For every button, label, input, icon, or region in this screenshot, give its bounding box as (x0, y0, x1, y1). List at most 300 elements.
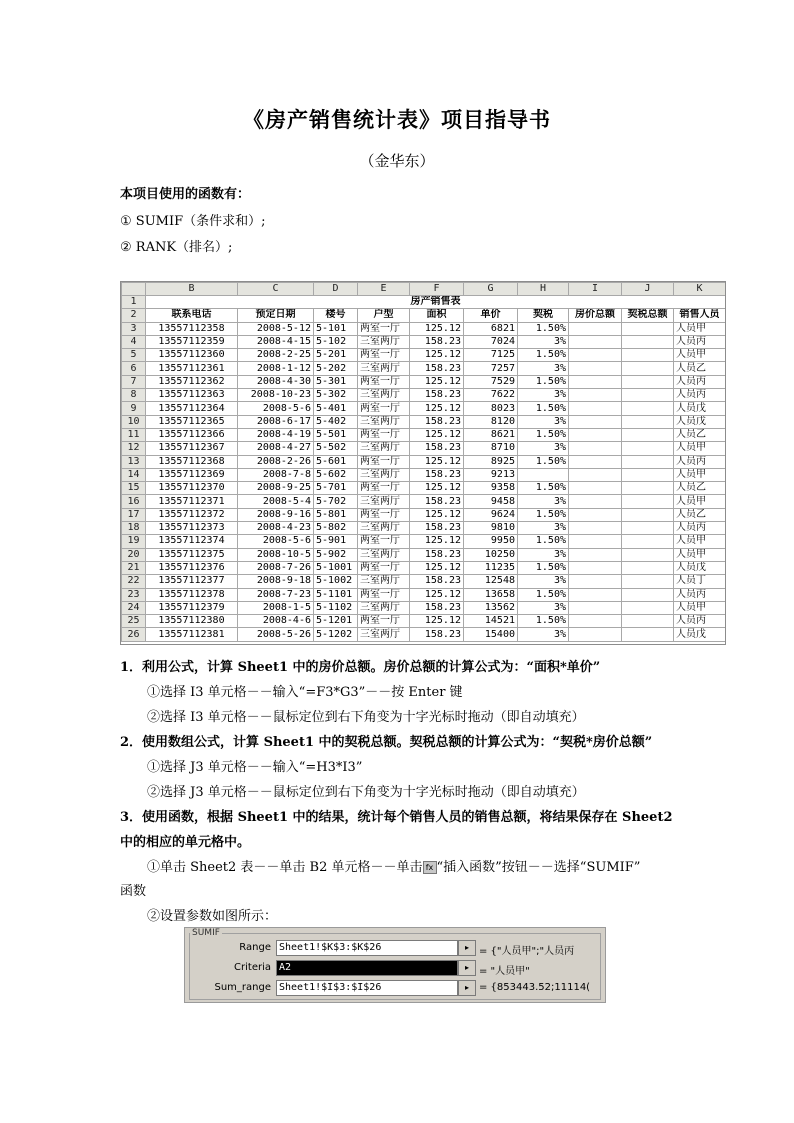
table-row (122, 588, 726, 601)
total-tax-cell (622, 362, 674, 375)
sheet-title: 房产销售表 (146, 296, 726, 309)
header-cell: 面积 (410, 309, 464, 322)
price-cell: 8120 (464, 415, 518, 428)
type-cell: 三室两厅 (358, 601, 410, 614)
price-cell: 8710 (464, 442, 518, 455)
date-cell: 2008-7-23 (238, 588, 314, 601)
row-number: 8 (122, 389, 146, 402)
criteria-label: Criteria (234, 962, 271, 973)
tax-cell: 1.50% (518, 482, 569, 495)
total-tax-cell (622, 442, 674, 455)
person-cell: 人员戊 (674, 561, 726, 574)
area-cell: 158.23 (410, 522, 464, 535)
type-cell: 三室两厅 (358, 628, 410, 641)
total-tax-cell (622, 615, 674, 628)
phone-cell: 13557112371 (146, 495, 238, 508)
building-cell: 5-201 (314, 349, 358, 362)
person-cell: 人员丙 (674, 615, 726, 628)
row-number: 2 (122, 309, 146, 322)
building-cell: 5-901 (314, 535, 358, 548)
person-cell: 人员戊 (674, 415, 726, 428)
date-cell: 2008-4-6 (238, 615, 314, 628)
price-cell: 9950 (464, 535, 518, 548)
date-cell: 2008-4-15 (238, 335, 314, 348)
date-cell: 2008-9-25 (238, 482, 314, 495)
table-row (122, 495, 726, 508)
building-cell: 5-1201 (314, 615, 358, 628)
building-cell: 5-1202 (314, 628, 358, 641)
total-price-cell (569, 588, 622, 601)
phone-cell: 13557112374 (146, 535, 238, 548)
header-cell: 房价总额 (569, 309, 622, 322)
range-label: Range (239, 942, 271, 953)
building-cell: 5-302 (314, 389, 358, 402)
total-price-cell (569, 575, 622, 588)
table-row (122, 335, 726, 348)
area-cell: 158.23 (410, 362, 464, 375)
building-cell: 5-1102 (314, 601, 358, 614)
date-cell: 2008-5-26 (238, 628, 314, 641)
type-cell: 三室两厅 (358, 495, 410, 508)
total-tax-cell (622, 335, 674, 348)
row-number: 3 (122, 322, 146, 335)
table-row (122, 508, 726, 521)
building-cell: 5-701 (314, 482, 358, 495)
row-number: 22 (122, 575, 146, 588)
tax-cell: 3% (518, 522, 569, 535)
tax-cell: 3% (518, 362, 569, 375)
type-cell: 三室两厅 (358, 389, 410, 402)
column-header: E (358, 283, 410, 296)
sales-table (121, 282, 726, 642)
total-tax-cell (622, 415, 674, 428)
phone-cell: 13557112362 (146, 375, 238, 388)
building-cell: 5-1001 (314, 561, 358, 574)
building-cell: 5-802 (314, 522, 358, 535)
tax-cell: 1.50% (518, 375, 569, 388)
header-cell: 户型 (358, 309, 410, 322)
tax-cell: 3% (518, 575, 569, 588)
row-number: 25 (122, 615, 146, 628)
row-number: 12 (122, 442, 146, 455)
row-number: 14 (122, 468, 146, 481)
date-cell: 2008-10-23 (238, 389, 314, 402)
person-cell: 人员甲 (674, 601, 726, 614)
phone-cell: 13557112370 (146, 482, 238, 495)
type-cell: 两室一厅 (358, 322, 410, 335)
building-cell: 5-1101 (314, 588, 358, 601)
tax-cell: 3% (518, 389, 569, 402)
type-cell: 两室一厅 (358, 402, 410, 415)
tax-cell: 1.50% (518, 588, 569, 601)
column-header (122, 283, 146, 296)
step-1b: ②选择 I3 单元格－－鼠标定位到右下角变为十字光标时拖动（即自动填充） (147, 710, 585, 725)
range-input[interactable]: Sheet1!$K$3:$K$26 (276, 940, 458, 956)
row-number: 6 (122, 362, 146, 375)
total-tax-cell (622, 522, 674, 535)
phone-cell: 13557112368 (146, 455, 238, 468)
date-cell: 2008-4-30 (238, 375, 314, 388)
type-cell: 两室一厅 (358, 535, 410, 548)
total-price-cell (569, 482, 622, 495)
building-cell: 5-402 (314, 415, 358, 428)
table-row (122, 442, 726, 455)
type-cell: 三室两厅 (358, 442, 410, 455)
total-tax-cell (622, 495, 674, 508)
date-cell: 2008-2-25 (238, 349, 314, 362)
row-number: 20 (122, 548, 146, 561)
insert-function-icon: fx (423, 861, 437, 874)
total-price-cell (569, 535, 622, 548)
sum-range-input[interactable]: Sheet1!$I$3:$I$26 (276, 980, 458, 996)
area-cell: 125.12 (410, 615, 464, 628)
tax-cell: 3% (518, 495, 569, 508)
total-price-cell (569, 389, 622, 402)
row-number: 19 (122, 535, 146, 548)
area-cell: 125.12 (410, 375, 464, 388)
step-3-cont: 中的相应的单元格中。 (120, 835, 251, 850)
building-cell: 5-401 (314, 402, 358, 415)
total-price-cell (569, 428, 622, 441)
phone-cell: 13557112379 (146, 601, 238, 614)
table-row (122, 389, 726, 402)
building-cell: 5-102 (314, 335, 358, 348)
total-tax-cell (622, 375, 674, 388)
person-cell: 人员丙 (674, 335, 726, 348)
table-row (122, 428, 726, 441)
sum-range-result: = {853443.52;11114( (479, 982, 591, 993)
date-cell: 2008-4-23 (238, 522, 314, 535)
total-price-cell (569, 508, 622, 521)
spreadsheet (120, 281, 726, 645)
price-cell: 13562 (464, 601, 518, 614)
type-cell: 三室两厅 (358, 548, 410, 561)
phone-cell: 13557112367 (146, 442, 238, 455)
row-number: 4 (122, 335, 146, 348)
row-number: 23 (122, 588, 146, 601)
table-row (122, 322, 726, 335)
price-cell: 8621 (464, 428, 518, 441)
phone-cell: 13557112369 (146, 468, 238, 481)
total-price-cell (569, 601, 622, 614)
header-cell: 联系电话 (146, 309, 238, 322)
building-cell: 5-602 (314, 468, 358, 481)
header-cell: 单价 (464, 309, 518, 322)
range-result: = {"人员甲";"人员丙 (479, 946, 575, 957)
column-header: I (569, 283, 622, 296)
phone-cell: 13557112372 (146, 508, 238, 521)
table-row (122, 548, 726, 561)
step-3b: ②设置参数如图所示： (147, 909, 278, 924)
step-1: 1．利用公式，计算 Sheet1 中的房价总额。房价总额的计算公式为：“面积*单价” (120, 660, 601, 675)
total-tax-cell (622, 561, 674, 574)
total-tax-cell (622, 628, 674, 641)
table-row (122, 522, 726, 535)
total-price-cell (569, 615, 622, 628)
person-cell: 人员甲 (674, 322, 726, 335)
collapse-dialog-icon[interactable]: ▸ (458, 980, 476, 996)
type-cell: 两室一厅 (358, 615, 410, 628)
step-3a-pre: ①单击 Sheet2 表－－单击 B2 单元格－－单击 (147, 860, 423, 875)
price-cell: 12548 (464, 575, 518, 588)
area-cell: 158.23 (410, 415, 464, 428)
total-price-cell (569, 335, 622, 348)
person-cell: 人员乙 (674, 508, 726, 521)
row-number: 26 (122, 628, 146, 641)
person-cell: 人员丁 (674, 575, 726, 588)
collapse-dialog-icon[interactable]: ▸ (458, 940, 476, 956)
phone-cell: 13557112373 (146, 522, 238, 535)
tax-cell: 1.50% (518, 455, 569, 468)
table-row (122, 349, 726, 362)
date-cell: 2008-10-5 (238, 548, 314, 561)
author: （金华东） (359, 152, 435, 170)
column-header: H (518, 283, 569, 296)
sum-range-label: Sum_range (214, 982, 271, 993)
phone-cell: 13557112364 (146, 402, 238, 415)
date-cell: 2008-2-26 (238, 455, 314, 468)
total-price-cell (569, 322, 622, 335)
total-tax-cell (622, 601, 674, 614)
total-price-cell (569, 415, 622, 428)
phone-cell: 13557112360 (146, 349, 238, 362)
total-price-cell (569, 628, 622, 641)
phone-cell: 13557112376 (146, 561, 238, 574)
column-header: J (622, 283, 674, 296)
price-cell: 13658 (464, 588, 518, 601)
date-cell: 2008-5-6 (238, 535, 314, 548)
group-label: SUMIF (192, 928, 220, 938)
tax-cell: 3% (518, 335, 569, 348)
column-header: D (314, 283, 358, 296)
total-tax-cell (622, 389, 674, 402)
phone-cell: 13557112381 (146, 628, 238, 641)
total-price-cell (569, 362, 622, 375)
person-cell: 人员甲 (674, 548, 726, 561)
table-row (122, 362, 726, 375)
intro-heading: 本项目使用的函数有： (120, 187, 251, 202)
building-cell: 5-801 (314, 508, 358, 521)
column-header: F (410, 283, 464, 296)
table-row (122, 468, 726, 481)
row-number: 15 (122, 482, 146, 495)
type-cell: 两室一厅 (358, 375, 410, 388)
person-cell: 人员甲 (674, 442, 726, 455)
table-row (122, 535, 726, 548)
person-cell: 人员丙 (674, 522, 726, 535)
step-3: 3．使用函数，根据 Sheet1 中的结果，统计每个销售人员的销售总额，将结果保存在 Sheet2 (120, 810, 673, 825)
person-cell: 人员甲 (674, 349, 726, 362)
tax-cell: 1.50% (518, 402, 569, 415)
price-cell: 9810 (464, 522, 518, 535)
date-cell: 2008-6-17 (238, 415, 314, 428)
sumif-dialog (184, 927, 606, 1003)
total-tax-cell (622, 402, 674, 415)
total-tax-cell (622, 322, 674, 335)
table-row (122, 402, 726, 415)
table-row (122, 482, 726, 495)
price-cell: 9624 (464, 508, 518, 521)
type-cell: 两室一厅 (358, 428, 410, 441)
criteria-result: = "人员甲" (479, 966, 530, 977)
total-price-cell (569, 455, 622, 468)
step-2a: ①选择 J3 单元格－－输入“=H3*I3” (147, 760, 363, 775)
range-row (185, 940, 605, 956)
type-cell: 三室两厅 (358, 415, 410, 428)
total-price-cell (569, 522, 622, 535)
person-cell: 人员戊 (674, 402, 726, 415)
price-cell: 6821 (464, 322, 518, 335)
step-2: 2．使用数组公式，计算 Sheet1 中的契税总额。契税总额的计算公式为：“契税*房价总额” (120, 735, 653, 750)
table-row (122, 455, 726, 468)
area-cell: 158.23 (410, 548, 464, 561)
row-number: 11 (122, 428, 146, 441)
phone-cell: 13557112359 (146, 335, 238, 348)
column-header: B (146, 283, 238, 296)
person-cell: 人员乙 (674, 428, 726, 441)
type-cell: 三室两厅 (358, 335, 410, 348)
criteria-input[interactable]: A2 (276, 960, 458, 976)
phone-cell: 13557112365 (146, 415, 238, 428)
type-cell: 两室一厅 (358, 349, 410, 362)
row-number: 24 (122, 601, 146, 614)
price-cell: 15400 (464, 628, 518, 641)
price-cell: 9213 (464, 468, 518, 481)
price-cell: 8023 (464, 402, 518, 415)
area-cell: 158.23 (410, 442, 464, 455)
area-cell: 125.12 (410, 561, 464, 574)
table-row (122, 296, 726, 309)
header-cell: 预定日期 (238, 309, 314, 322)
phone-cell: 13557112375 (146, 548, 238, 561)
price-cell: 7125 (464, 349, 518, 362)
area-cell: 125.12 (410, 482, 464, 495)
price-cell: 8925 (464, 455, 518, 468)
person-cell: 人员甲 (674, 535, 726, 548)
type-cell: 两室一厅 (358, 455, 410, 468)
phone-cell: 13557112358 (146, 322, 238, 335)
tax-cell: 1.50% (518, 561, 569, 574)
area-cell: 158.23 (410, 601, 464, 614)
phone-cell: 13557112366 (146, 428, 238, 441)
total-price-cell (569, 375, 622, 388)
row-number: 5 (122, 349, 146, 362)
type-cell: 两室一厅 (358, 482, 410, 495)
price-cell: 9358 (464, 482, 518, 495)
header-cell: 契税 (518, 309, 569, 322)
date-cell: 2008-7-8 (238, 468, 314, 481)
step-2b: ②选择 J3 单元格－－鼠标定位到右下角变为十字光标时拖动（即自动填充） (147, 785, 585, 800)
row-number: 9 (122, 402, 146, 415)
column-header: C (238, 283, 314, 296)
price-cell: 14521 (464, 615, 518, 628)
table-row (122, 575, 726, 588)
total-tax-cell (622, 535, 674, 548)
collapse-dialog-icon[interactable]: ▸ (458, 960, 476, 976)
row-number: 7 (122, 375, 146, 388)
column-header: K (674, 283, 726, 296)
person-cell: 人员戊 (674, 628, 726, 641)
step-1a: ①选择 I3 单元格－－输入“=F3*G3”－－按 Enter 键 (147, 685, 463, 700)
building-cell: 5-902 (314, 548, 358, 561)
total-price-cell (569, 548, 622, 561)
total-tax-cell (622, 468, 674, 481)
date-cell: 2008-1-5 (238, 601, 314, 614)
price-cell: 10250 (464, 548, 518, 561)
tax-cell: 3% (518, 628, 569, 641)
phone-cell: 13557112377 (146, 575, 238, 588)
person-cell: 人员丙 (674, 588, 726, 601)
price-cell: 7257 (464, 362, 518, 375)
area-cell: 158.23 (410, 628, 464, 641)
type-cell: 三室两厅 (358, 362, 410, 375)
building-cell: 5-601 (314, 455, 358, 468)
total-tax-cell (622, 508, 674, 521)
step-3a (147, 856, 640, 875)
total-price-cell (569, 495, 622, 508)
document-title: 《房产销售统计表》项目指导书 (243, 107, 551, 132)
area-cell: 125.12 (410, 588, 464, 601)
sum-range-row (185, 980, 605, 996)
type-cell: 三室两厅 (358, 575, 410, 588)
date-cell: 2008-1-12 (238, 362, 314, 375)
date-cell: 2008-4-27 (238, 442, 314, 455)
type-cell: 两室一厅 (358, 508, 410, 521)
total-tax-cell (622, 482, 674, 495)
type-cell: 三室两厅 (358, 468, 410, 481)
area-cell: 158.23 (410, 468, 464, 481)
price-cell: 7622 (464, 389, 518, 402)
building-cell: 5-101 (314, 322, 358, 335)
tax-cell: 1.50% (518, 322, 569, 335)
table-row (122, 601, 726, 614)
total-price-cell (569, 442, 622, 455)
type-cell: 三室两厅 (358, 522, 410, 535)
table-row (122, 309, 726, 322)
tax-cell: 1.50% (518, 349, 569, 362)
table-row (122, 628, 726, 641)
area-cell: 125.12 (410, 508, 464, 521)
tax-cell: 3% (518, 415, 569, 428)
tax-cell: 3% (518, 601, 569, 614)
table-row (122, 375, 726, 388)
column-header: G (464, 283, 518, 296)
table-row (122, 561, 726, 574)
row-number: 18 (122, 522, 146, 535)
person-cell: 人员甲 (674, 468, 726, 481)
person-cell: 人员乙 (674, 362, 726, 375)
total-price-cell (569, 402, 622, 415)
table-row (122, 415, 726, 428)
building-cell: 5-502 (314, 442, 358, 455)
area-cell: 125.12 (410, 402, 464, 415)
total-price-cell (569, 468, 622, 481)
row-number: 10 (122, 415, 146, 428)
price-cell: 7024 (464, 335, 518, 348)
total-tax-cell (622, 428, 674, 441)
row-number: 13 (122, 455, 146, 468)
tax-cell: 3% (518, 548, 569, 561)
date-cell: 2008-5-12 (238, 322, 314, 335)
building-cell: 5-1002 (314, 575, 358, 588)
type-cell: 两室一厅 (358, 588, 410, 601)
tax-cell (518, 468, 569, 481)
tax-cell: 1.50% (518, 428, 569, 441)
price-cell: 7529 (464, 375, 518, 388)
phone-cell: 13557112380 (146, 615, 238, 628)
row-number: 21 (122, 561, 146, 574)
step-3a-post: “插入函数”按钮－－选择“SUMIF” (436, 860, 641, 875)
